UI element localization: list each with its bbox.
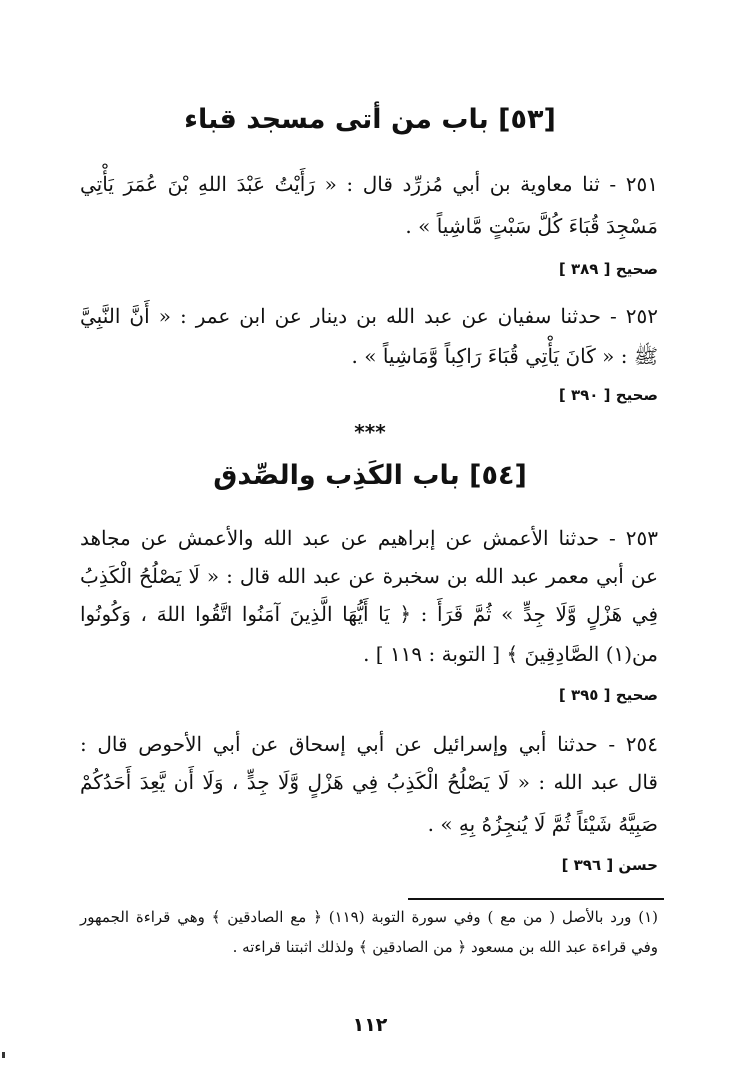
chapter-53-heading: [٥٣] باب من أتى مسجد قباء [184,104,556,135]
hadith-254-line-2: قال عبد الله : « لَا يَصْلُحُ الْكَذِبُ فِي هَزْلٍ وَّلَا جِدٍّ ، وَلَا أَن يَّعِدَ أَحَدُكُمْ [80,770,658,794]
hadith-252-line-1: ٢٥٢ - حدثنا سفيان عن عبد الله بن دينار عن ابن عمر : « أَنَّ النَّبِيَّ [80,304,658,328]
scan-speck [2,1052,5,1058]
hadith-254-line-3: صَبِيَّهُ شَيْئاً ثُمَّ لَا يُنجِزُهُ بِهِ » . [427,812,658,836]
section-separator: *** [354,420,386,444]
footnote-rule [408,898,664,900]
page-number: ١١٢ [352,1014,388,1036]
hadith-253-line-1: ٢٥٣ - حدثنا الأعمش عن إبراهيم عن عبد الله والأعمش عن مجاهد [80,526,658,550]
hadith-251-grade: صحيح [ ٣٨٩ ] [558,260,658,278]
footnote-line-2: وفي قراءة عبد الله بن مسعود ﴿ من الصادقين ﴾ ولذلك اثبتنا قراءته . [232,938,658,956]
hadith-254-grade: حسن [ ٣٩٦ ] [561,856,658,874]
hadith-253-line-3: فِي هَزْلٍ وَّلَا جِدٍّ » ثُمَّ قَرَأَ : ﴿ يَا أَيُّهَا الَّذِينَ آمَنُوا اتَّقُوا اللهَ ، وَكُونُوا [80,602,658,626]
hadith-254-line-1: ٢٥٤ - حدثنا أبي وإسرائيل عن أبي إسحاق عن أبي الأحوص قال : [80,732,658,756]
hadith-253-grade: صحيح [ ٣٩٥ ] [558,686,658,704]
hadith-252-grade: صحيح [ ٣٩٠ ] [558,386,658,404]
hadith-251-line-1: ٢٥١ - ثنا معاوية بن أبي مُزرِّد قال : « رَأَيْتُ عَبْدَ اللهِ بْنَ عُمَرَ يَأْتِي [80,172,658,196]
hadith-253-line-4: من(١) الصَّادِقِينَ ﴾ [ التوبة : ١١٩ ] . [363,642,658,666]
hadith-252-line-2: ﷺ : « كَانَ يَأْتِي قُبَاءَ رَاكِباً وَّمَاشِياً » . [351,344,658,368]
hadith-251-line-2: مَسْجِدَ قُبَاءَ كُلَّ سَبْتٍ مَّاشِياً » . [405,214,658,238]
footnote-line-1: (١) ورد بالأصل ( من مع ) وفي سورة التوبة (١١٩) ﴿ مع الصادقين ﴾ وهي قراءة الجمهور [80,908,658,926]
hadith-253-line-2: عن أبي معمر عبد الله بن سخبرة عن عبد الله قال : « لَا يَصْلُحُ الْكَذِبُ [80,564,658,588]
chapter-54-heading: [٥٤] باب الكَذِب والصِّدق [213,460,527,491]
